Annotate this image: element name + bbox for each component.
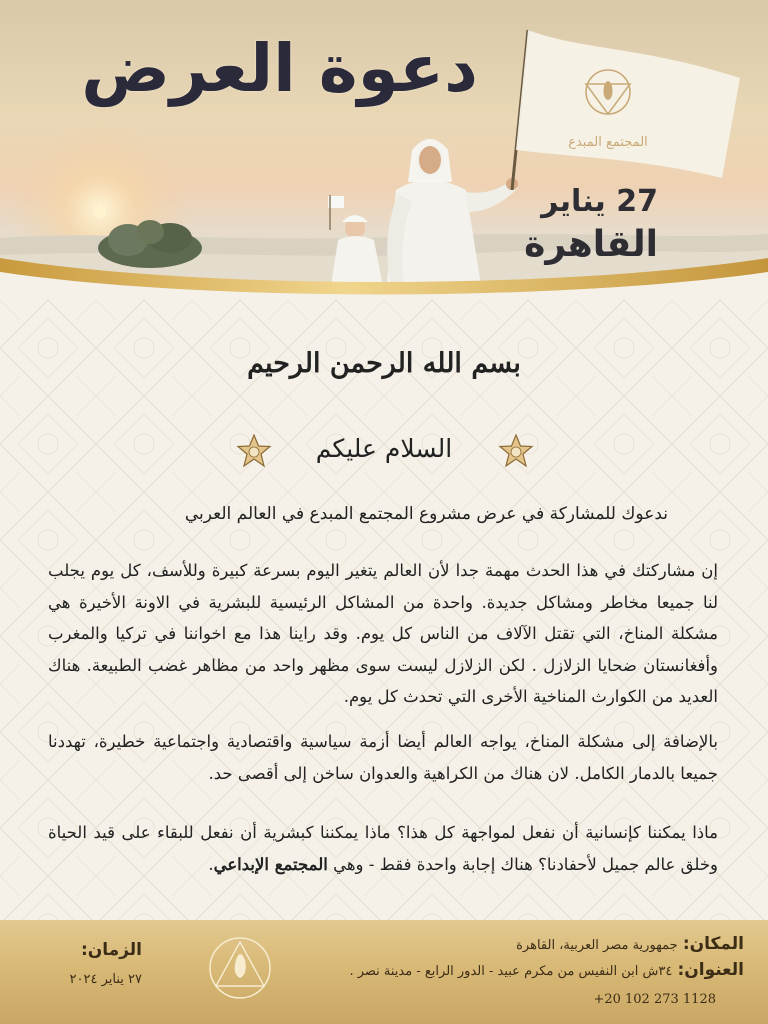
place-label: المكان: bbox=[682, 934, 744, 954]
creative-society-emphasis: المجتمع الإبداعي bbox=[213, 854, 328, 874]
flag bbox=[516, 30, 740, 178]
event-city: القاهرة bbox=[524, 224, 658, 265]
event-date: 27 يناير bbox=[541, 184, 658, 219]
address-label: العنوان: bbox=[677, 960, 744, 980]
flag-logo-text: المجتمع المبدع bbox=[568, 135, 648, 150]
address-row bbox=[349, 960, 744, 980]
invitation-line: ندعوك للمشاركة في عرض مشروع المجتمع المبدع في العالم العربي bbox=[184, 504, 668, 524]
star-icon bbox=[498, 434, 534, 470]
greeting-row bbox=[0, 434, 768, 474]
paragraph-crisis: بالإضافة إلى مشكلة المناخ، يواجه العالم أيضا أزمة سياسية واقتصادية واجتماعية خطيرة، تهددنا جميعا بالدمار الكامل. لان هناك من الكراهية والعدوان ساخن إلى أقصى حد. bbox=[48, 732, 718, 783]
paragraph-answer-text: ماذا يمكننا كإنسانية أن نفعل لمواجهة كل هذا؟ ماذا يمكننا كبشرية أن نفعل للبقاء على قيد الحياة وخلق عالم جميل لأحفادنا؟ هناك إجابة واحدة فقط - وهي bbox=[48, 823, 718, 874]
basmala-heading: بسم الله الرحمن الرحيم bbox=[247, 348, 521, 379]
hero-banner bbox=[0, 0, 768, 300]
paragraph-answer: ماذا يمكننا كإنسانية أن نفعل لمواجهة كل هذا؟ ماذا يمكننا كبشرية أن نفعل للبقاء على قيد الحياة وخلق عالم جميل لأحفادنا؟ هناك إجابة واحدة فقط - وهي المجتمع الإبداعي. bbox=[48, 823, 718, 874]
time-label: الزمان: bbox=[80, 940, 142, 960]
phone-number: +20 102 273 1128 bbox=[593, 992, 716, 1007]
phone-row bbox=[593, 988, 716, 1007]
paragraph-climate: إن مشاركتك في هذا الحدث مهمة جدا لأن العالم يتغير اليوم بسرعة كبيرة وللأسف، كل يوم يجلب لنا جميعا مخاطر ومشاكل جديدة. واحدة من المشاكل الرئيسية للبشرية في الاونة الأخيرة هي مشكلة المناخ، التي تقتل الآلاف من الناس كل يوم. وقد راينا هذا مع اخواننا في تركيا والمغرب وأفغانستان ضحايا الزلازل . لكن الزلازل ليست سوى مظهر واحد من مظاهر غضب الطبيعة. هناك العديد من الكوارث المناخية الأخرى التي تحدث كل يوم. bbox=[48, 561, 718, 706]
event-details-footer bbox=[0, 920, 768, 1024]
place-value: جمهورية مصر العربية، القاهرة bbox=[516, 938, 678, 953]
time-value-row bbox=[60, 968, 142, 987]
invitation-body bbox=[0, 300, 768, 920]
greeting: السلام عليكم bbox=[315, 434, 453, 463]
creative-society-logo-icon bbox=[206, 934, 274, 1002]
time-label-row bbox=[60, 940, 142, 960]
place-row bbox=[516, 934, 744, 954]
time-value: ٢٧ يناير ٢٠٢٤ bbox=[69, 972, 142, 987]
address-value: ٣٤ش ابن النفيس من مكرم عبيد - الدور الرابع - مدينة نصر . bbox=[349, 964, 673, 979]
hero-title: دعوة العرض bbox=[81, 30, 478, 107]
